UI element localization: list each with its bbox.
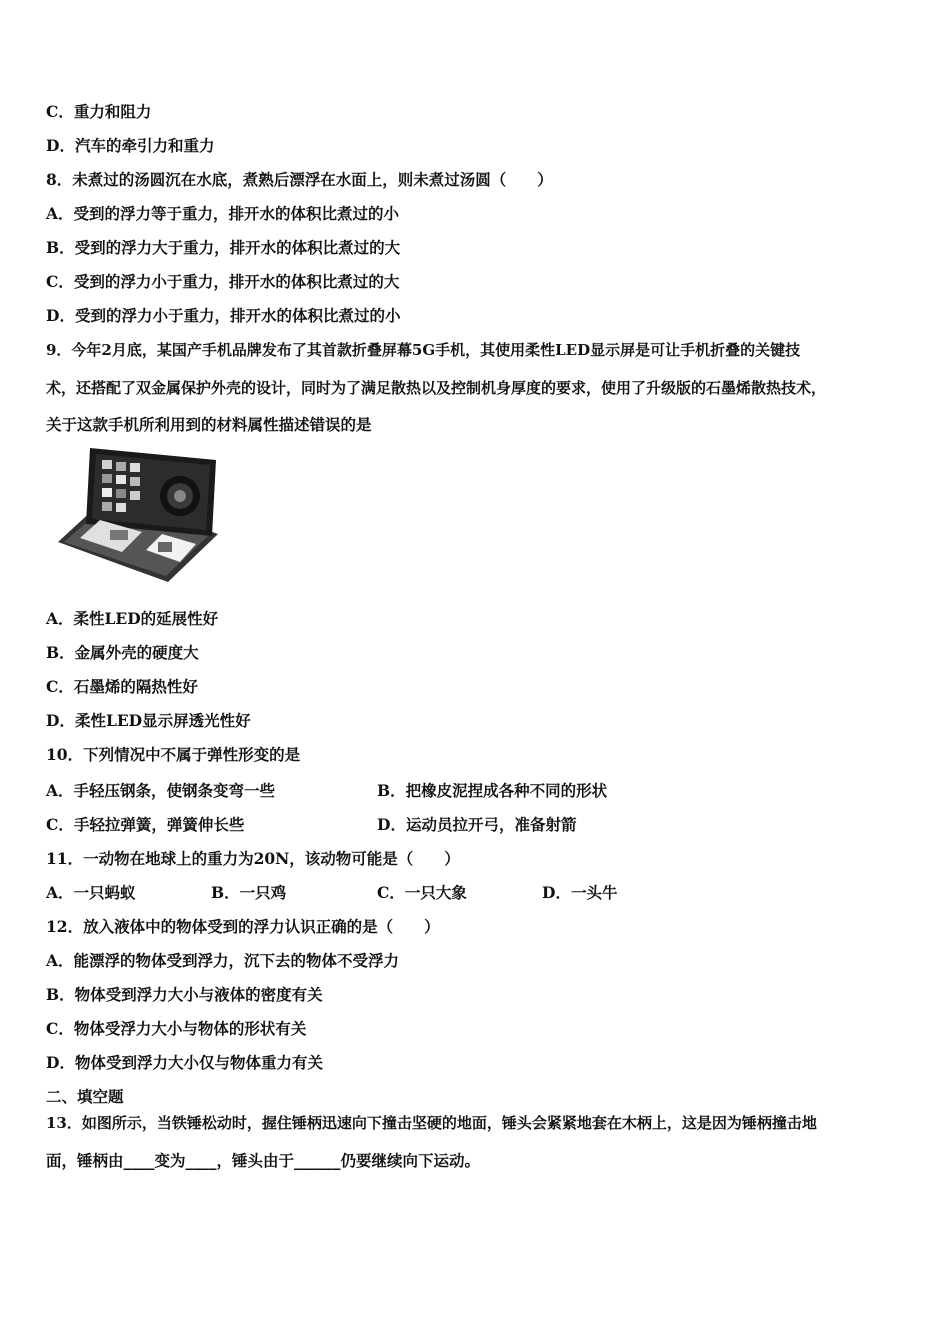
option-c-q9: C．石墨烯的隔热性好 (46, 677, 198, 696)
option-b-q8: B．受到的浮力大于重力，排开水的体积比煮过的大 (46, 238, 401, 257)
option-d-q11: D．一头牛 (542, 883, 618, 902)
section-heading-fill-blank: 二、填空题 (46, 1087, 124, 1106)
option-b-q10: B．把橡皮泥捏成各种不同的形状 (377, 781, 608, 800)
option-a-q8: A．受到的浮力等于重力，排开水的体积比煮过的小 (46, 204, 400, 223)
question-9-line-3: 关于这款手机所利用到的材料属性描述错误的是 (46, 415, 372, 434)
option-b-q9: B．金属外壳的硬度大 (46, 643, 199, 662)
question-9-line-2: 术，还搭配了双金属保护外壳的设计，同时为了满足散热以及控制机身厚度的要求，使用了升级版的石墨烯散热技术， (46, 379, 827, 397)
question-11: 11．一动物在地球上的重力为20N，该动物可能是（ ） (46, 849, 460, 868)
question-10: 10．下列情况中不属于弹性形变的是 (46, 745, 301, 764)
option-d-q9: D．柔性LED显示屏透光性好 (46, 711, 251, 730)
option-d-q8: D．受到的浮力小于重力，排开水的体积比煮过的小 (46, 306, 401, 325)
option-c-q8: C．受到的浮力小于重力，排开水的体积比煮过的大 (46, 272, 400, 291)
question-9-line-1: 9．今年2月底，某国产手机品牌发布了其首款折叠屏幕5G手机，其使用柔性LED显示屏是可让手机折叠的关键技 (46, 341, 801, 359)
option-d-q7: D．汽车的牵引力和重力 (46, 136, 215, 155)
option-d-q12: D．物体受到浮力大小仅与物体重力有关 (46, 1053, 323, 1072)
option-a-q12: A．能漂浮的物体受到浮力，沉下去的物体不受浮力 (46, 951, 400, 970)
question-8: 8．未煮过的汤圆沉在水底，煮熟后漂浮在水面上，则未煮过汤圆（ ） (46, 170, 553, 189)
question-13-line-1: 13．如图所示，当铁锤松动时，握住锤柄迅速向下撞击坚硬的地面，锤头会紧紧地套在木柄上，这是因为锤柄撞击地 (46, 1114, 817, 1132)
phone-open-body (58, 448, 218, 582)
question-13-line-2: 面，锤柄由____变为____，锤头由于______仍要继续向下运动。 (46, 1151, 481, 1170)
option-c-q11: C．一只大象 (377, 883, 467, 902)
option-d-q10: D．运动员拉开弓，准备射箭 (377, 815, 577, 834)
option-c-q10: C．手轻拉弹簧，弹簧伸长些 (46, 815, 245, 834)
option-a-q10: A．手轻压钢条，使钢条变弯一些 (46, 781, 276, 800)
option-c-q7: C．重力和阻力 (46, 102, 152, 121)
foldable-phone-image (50, 446, 220, 588)
option-b-q11: B．一只鸡 (211, 883, 287, 902)
option-a-q9: A．柔性LED的延展性好 (46, 609, 219, 628)
option-b-q12: B．物体受到浮力大小与液体的密度有关 (46, 985, 323, 1004)
option-c-q12: C．物体受浮力大小与物体的形状有关 (46, 1019, 307, 1038)
option-a-q11: A．一只蚂蚁 (46, 883, 136, 902)
question-12: 12．放入液体中的物体受到的浮力认识正确的是（ ） (46, 917, 440, 936)
